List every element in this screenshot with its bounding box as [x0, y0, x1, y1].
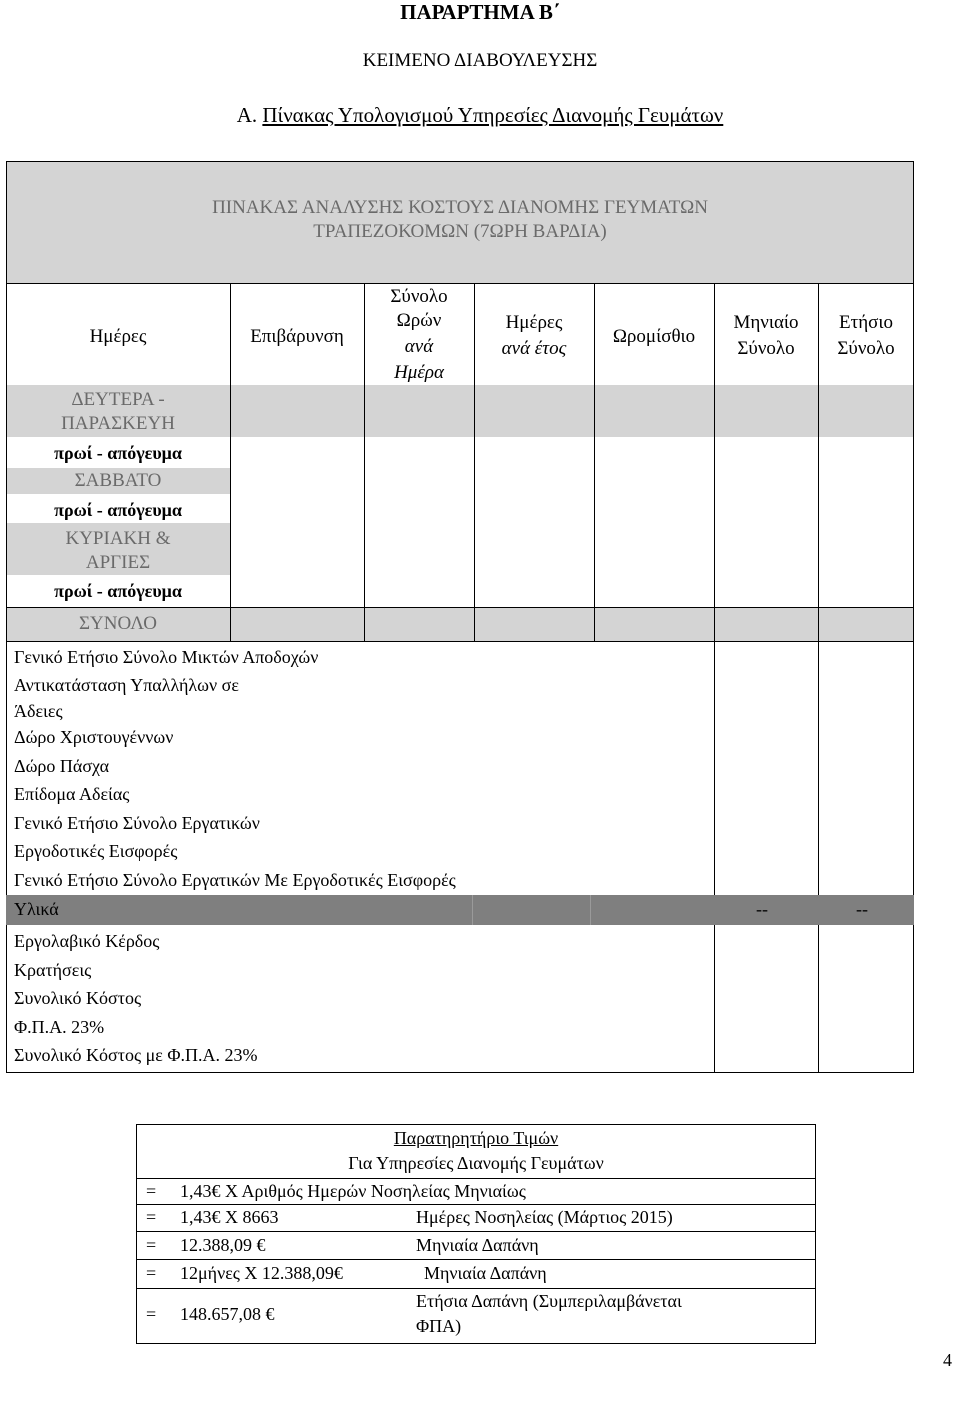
appendix-heading: ΠΑΡΑΡΤΗΜΑ Β΄ [400, 0, 560, 24]
summary-item-4: Δώρο Χριστουγέννων [14, 727, 174, 747]
section-title: Πίνακας Υπολογισμού Υπηρεσίες Διανομής Γευμάτων [262, 103, 724, 127]
section-heading [0, 103, 960, 128]
row-weekdays-shift: πρωί - απόγευμα [54, 443, 182, 463]
after-item-4: Φ.Π.Α. 23% [14, 1017, 105, 1037]
price-observatory-box [136, 1124, 816, 1344]
cost-table [6, 161, 914, 1073]
observatory-title: Παρατηρητήριο Τιμών [393, 1128, 559, 1148]
obs-row-2-left: 1,43€ Χ 8663 [180, 1207, 279, 1227]
col-hours-header-4: Ημέρα [394, 362, 444, 383]
obs-row-2-right: Ημέρες Νοσηλείας (Μάρτιος 2015) [416, 1207, 673, 1227]
summary-item-6: Επίδομα Αδείας [14, 784, 130, 804]
page-number: 4 [943, 1350, 952, 1370]
obs-row-4-left: 12μήνες Χ 12.388,09€ [180, 1263, 343, 1283]
materials-monthly-dash: -- [756, 899, 768, 919]
obs-row-5-left: 148.657,08 € [180, 1304, 275, 1324]
row-saturday-shift: πρωί - απόγευμα [54, 500, 182, 520]
row-total: ΣΥΝΟΛΟ [78, 613, 158, 634]
obs-eq-2: = [146, 1207, 157, 1227]
row-sunday-1: ΚΥΡΙΑΚΗ & [65, 528, 171, 549]
col-surcharge-header: Επιβάρυνση [250, 326, 344, 347]
obs-eq-4: = [146, 1263, 157, 1283]
row-weekdays-2: ΠΑΡΑΣΚΕΥΗ [61, 413, 175, 434]
obs-row-4-right: Μηνιαία Δαπάνη [424, 1263, 547, 1283]
materials-annual-dash: -- [856, 899, 868, 919]
summary-item-5: Δώρο Πάσχα [14, 756, 110, 776]
summary-item-8: Εργοδοτικές Εισφορές [14, 841, 178, 861]
table-title-line2: ΤΡΑΠΕΖΟΚΟΜΩΝ (7ΩΡΗ ΒΑΡΔΙΑ) [313, 221, 607, 242]
obs-row-5-right-2: ΦΠΑ) [416, 1316, 462, 1336]
summary-item-3: Άδειες [14, 701, 63, 721]
after-item-5: Συνολικό Κόστος με Φ.Π.Α. 23% [14, 1045, 258, 1065]
obs-row-3-left: 12.388,09 € [180, 1235, 266, 1255]
section-prefix: Α. [236, 103, 258, 127]
col-monthly-header-1: Μηνιαίο [733, 312, 799, 333]
col-hours-header-3: ανά [404, 336, 434, 357]
obs-eq-1: = [146, 1181, 157, 1201]
col-hourly-header: Ωρομίσθιο [612, 326, 696, 347]
materials-label: Υλικά [14, 899, 59, 919]
col-annual-header-2: Σύνολο [837, 338, 895, 359]
col-monthly-header-2: Σύνολο [737, 338, 795, 359]
table-title-line1: ΠΙΝΑΚΑΣ ΑΝΑΛΥΣΗΣ ΚΟΣΤΟΥΣ ΔΙΑΝΟΜΗΣ ΓΕΥΜΑΤΩΝ [212, 197, 708, 218]
col-hours-header-1: Σύνολο [390, 286, 448, 307]
col-annual-header-1: Ετήσιο [838, 312, 894, 333]
summary-item-9: Γενικό Ετήσιο Σύνολο Εργατικών Με Εργοδοτικές Εισφορές [14, 870, 456, 890]
row-saturday: ΣΑΒΒΑΤΟ [74, 470, 162, 491]
after-item-1: Εργολαβικό Κέρδος [14, 931, 160, 951]
after-item-3: Συνολικό Κόστος [14, 988, 142, 1008]
row-weekdays-1: ΔΕΥΤΕΡΑ - [71, 389, 165, 410]
col-daysyear-header-2: ανά έτος [501, 338, 567, 359]
col-hours-header-2: Ωρών [396, 310, 442, 331]
obs-row-3-right: Μηνιαία Δαπάνη [416, 1235, 539, 1255]
col-days-header: Ημέρες [89, 326, 147, 347]
after-item-2: Κρατήσεις [14, 960, 92, 980]
obs-eq-5: = [146, 1304, 157, 1324]
summary-item-2: Αντικατάσταση Υπαλλήλων σε [14, 675, 239, 695]
obs-eq-3: = [146, 1235, 157, 1255]
observatory-subtitle: Για Υπηρεσίες Διανομής Γευμάτων [348, 1153, 604, 1173]
obs-row-5-right-1: Ετήσια Δαπάνη (Συμπεριλαμβάνεται [416, 1291, 682, 1311]
obs-row-1-left: 1,43€ Χ Αριθμός Ημερών Νοσηλείας Μηνιαίως [180, 1181, 526, 1201]
col-daysyear-header-1: Ημέρες [505, 312, 563, 333]
materials-row [6, 895, 914, 925]
consultation-heading: ΚΕΙΜΕΝΟ ΔΙΑΒΟΥΛΕΥΣΗΣ [362, 50, 598, 71]
row-sunday-shift: πρωί - απόγευμα [54, 581, 182, 601]
row-sunday-2: ΑΡΓΙΕΣ [85, 552, 151, 573]
summary-item-7: Γενικό Ετήσιο Σύνολο Εργατικών [14, 813, 260, 833]
summary-item-1: Γενικό Ετήσιο Σύνολο Μικτών Αποδοχών [14, 647, 319, 667]
